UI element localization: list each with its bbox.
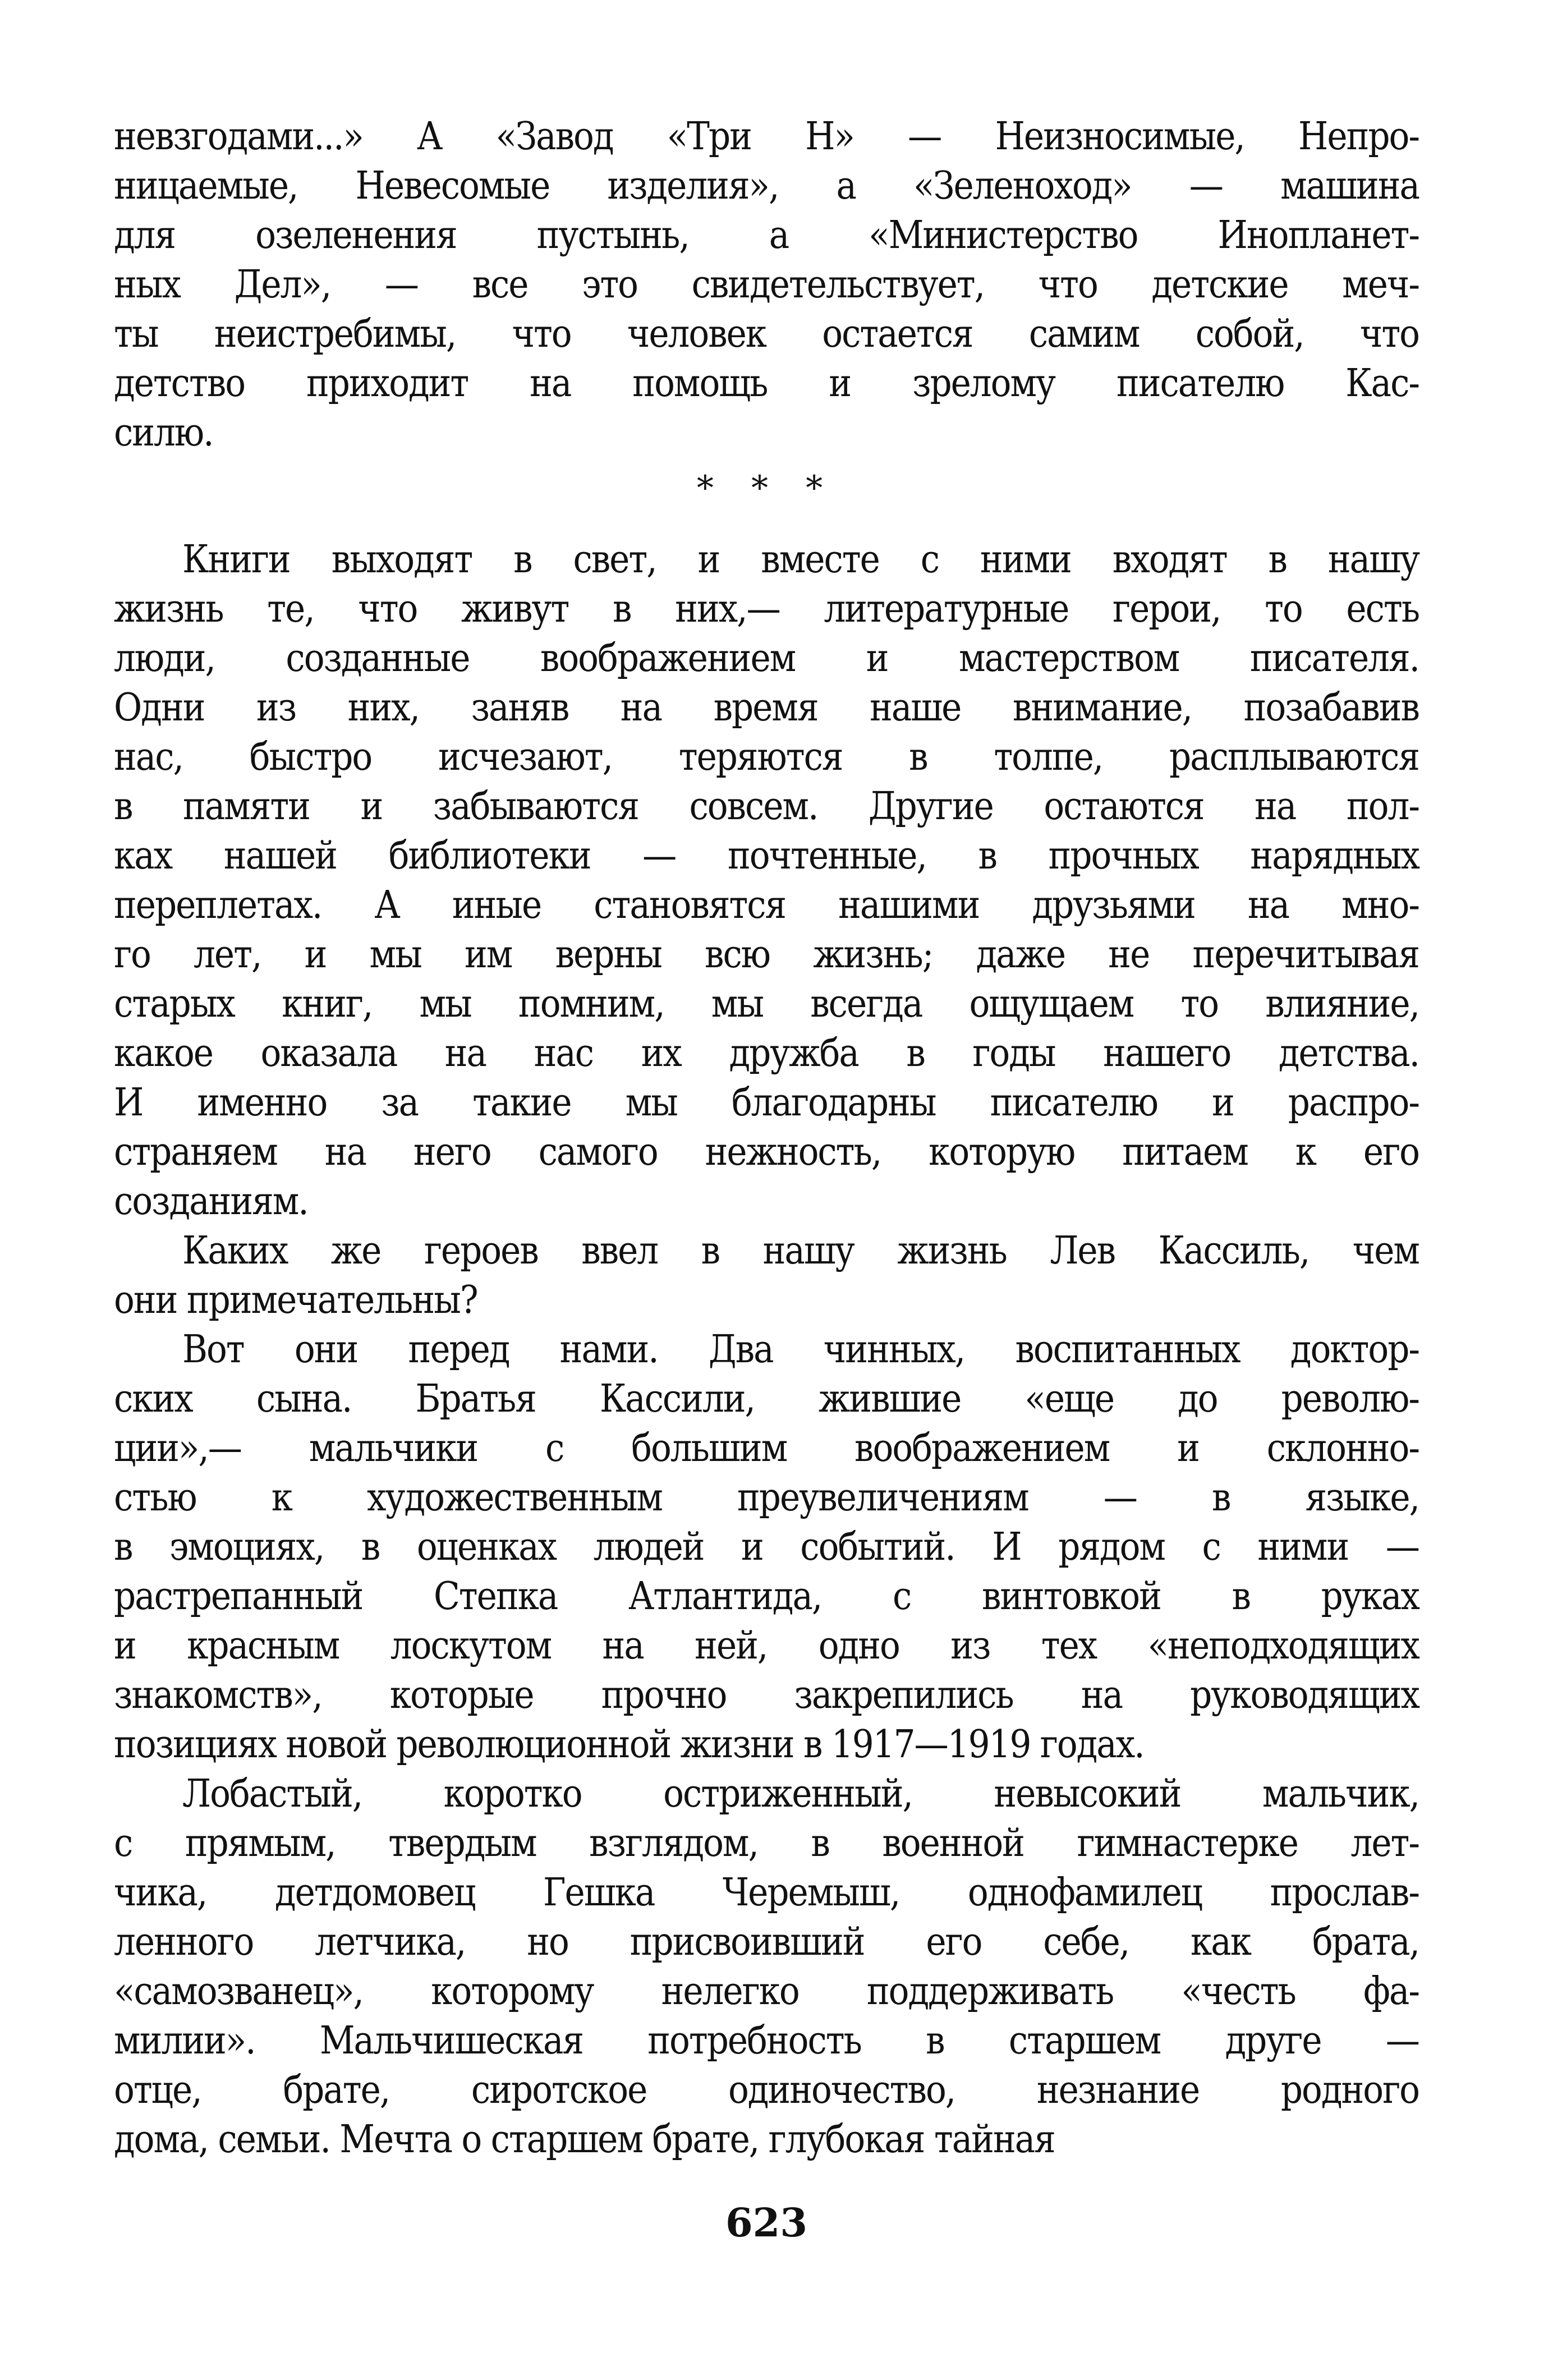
- text-line: стью к художественным преувеличениям — в языке,: [114, 1476, 1419, 1520]
- text-line: знакомств», которые прочно закрепились на руководящих: [114, 1673, 1419, 1717]
- text-line: дома, семьи. Мечта о старшем брате, глубокая тайная: [114, 2117, 1055, 2162]
- text-line: Каких же героев ввел в нашу жизнь Лев Кассиль, чем: [182, 1229, 1419, 1273]
- text-line: ных Дел», — все это свидетельствует, что детские меч-: [114, 263, 1419, 307]
- text-line: позициях новой революционной жизни в 1917—1919 годах.: [114, 1722, 1144, 1767]
- text-line: переплетах. А иные становятся нашими друзьями на мно-: [114, 883, 1419, 927]
- text-line: растрепанный Степка Атлантида, с винтовкой в руках: [114, 1574, 1419, 1619]
- text-line: в эмоциях, в оценках людей и событий. И рядом с ними —: [114, 1525, 1419, 1569]
- text-line: Лобастый, коротко остриженный, невысокий мальчик,: [182, 1772, 1419, 1816]
- text-line: «самозванец», которому нелегко поддерживать «честь фа-: [114, 1969, 1419, 2014]
- text-line: чика, детдомовец Гешка Черемыш, однофамилец прослав-: [114, 1871, 1419, 1915]
- text-line: люди, созданные воображением и мастерством писателя.: [114, 636, 1419, 681]
- text-line: ты неистребимы, что человек остается самим собой, что: [114, 312, 1419, 356]
- text-line: в памяти и забываются совсем. Другие остаются на пол-: [114, 784, 1419, 829]
- text-line: жизнь те, что живут в них,— литературные герои, то есть: [114, 587, 1419, 631]
- text-line: созданиям.: [114, 1179, 308, 1224]
- text-line: отце, брате, сиротское одиночество, незнание родного: [114, 2068, 1419, 2112]
- paragraph: [114, 112, 1419, 458]
- paragraph: [114, 1226, 1419, 1325]
- text-line: детство приходит на помощь и зрелому писателю Кас-: [114, 361, 1419, 406]
- text-line: милии». Мальчишеская потребность в старшем друге —: [114, 2019, 1419, 2063]
- text-line: Книги выходят в свет, и вместе с ними входят в нашу: [182, 537, 1419, 582]
- paragraph: [114, 1325, 1419, 1770]
- paragraph: [114, 1770, 1419, 2165]
- text-line: ции»,— мальчики с большим воображением и склонно-: [114, 1426, 1419, 1471]
- text-line: какое оказала на нас их дружба в годы нашего детства.: [114, 1031, 1419, 1076]
- text-line: и красным лоскутом на ней, одно из тех «неподходящих: [114, 1624, 1419, 1668]
- text-line: ницаемые, Невесомые изделия», а «Зеленоход» — машина: [114, 164, 1419, 208]
- text-line: ках нашей библиотеки — почтенные, в прочных нарядных: [114, 834, 1419, 878]
- text-line: ленного летчика, но присвоивший его себе, как брата,: [114, 1920, 1419, 1964]
- text-line: для озеленения пустынь, а «Министерство Инопланет-: [114, 213, 1419, 258]
- text-line: ских сына. Братья Кассили, жившие «еще до револю-: [114, 1377, 1419, 1421]
- text-line: Одни из них, заняв на время наше внимание, позабавив: [114, 686, 1419, 730]
- text-line: го лет, и мы им верны всю жизнь; даже не перечитывая: [114, 932, 1419, 977]
- page-number: 623: [725, 2199, 808, 2246]
- text-line: силю.: [114, 411, 213, 455]
- page-body: [114, 0, 1419, 2248]
- text-line: Вот они перед нами. Два чинных, воспитанных доктор-: [182, 1327, 1419, 1372]
- text-line: страняем на него самого нежность, которую питаем к его: [114, 1130, 1419, 1174]
- text-line: с прямым, твердым взглядом, в военной гимнастерке лет-: [114, 1821, 1419, 1866]
- text-line: они примечательны?: [114, 1278, 477, 1322]
- section-separator: * * *: [696, 468, 837, 508]
- main-section: [114, 535, 1419, 2165]
- opening-section: [114, 112, 1419, 458]
- text-line: старых книг, мы помним, мы всегда ощущаем то влияние,: [114, 982, 1419, 1026]
- paragraph: [114, 535, 1419, 1226]
- text-line: невзгодами...» А «Завод «Три Н» — Неизносимые, Непро-: [114, 114, 1419, 159]
- text-line: нас, быстро исчезают, теряются в толпе, расплываются: [114, 735, 1419, 779]
- text-line: И именно за такие мы благодарны писателю и распро-: [114, 1081, 1419, 1125]
